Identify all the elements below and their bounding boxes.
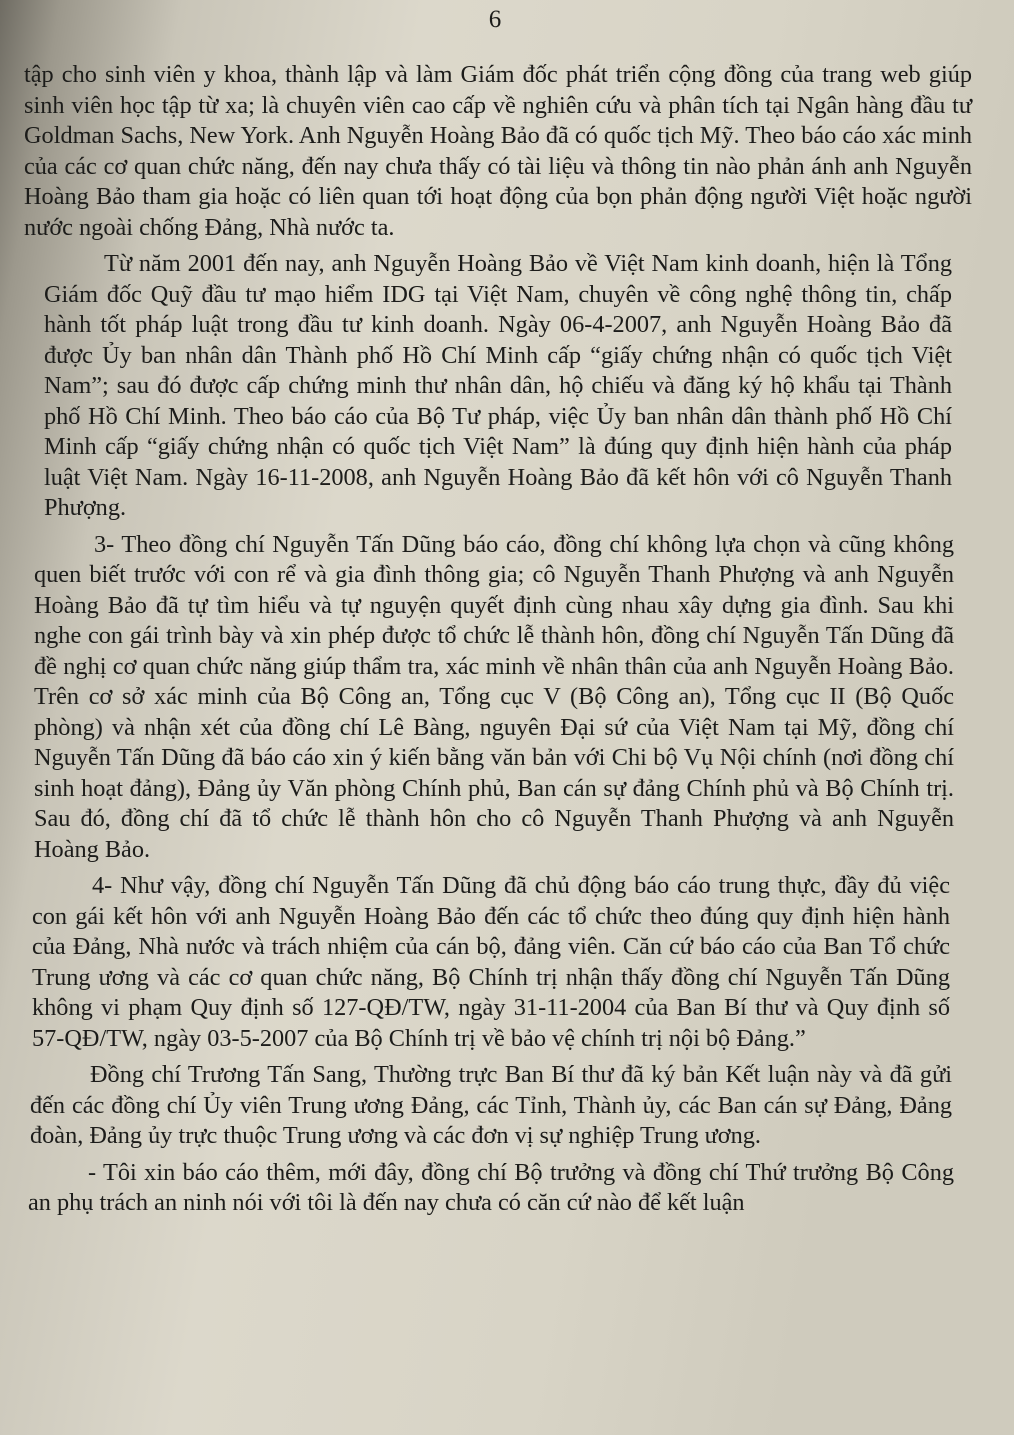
paragraph-business-background: Từ năm 2001 đến nay, anh Nguyễn Hoàng Bảo về Việt Nam kinh doanh, hiện là Tổng Giám đốc Quỹ đầu tư mạo hiểm IDG tại Việt Nam, chuyên về công nghệ thông tin, chấp hành tốt pháp luật trong đầu tư kinh doanh. Ngày 06-4-2007, anh Nguyễn Hoàng Bảo đã được Ủy ban nhân dân Thành phố Hồ Chí Minh cấp “giấy chứng nhận có quốc tịch Việt Nam”; sau đó được cấp chứng minh thư nhân dân, hộ chiếu và đăng ký hộ khẩu tại Thành phố Hồ Chí Minh. Theo báo cáo của Bộ Tư pháp, việc Ủy ban nhân dân thành phố Hồ Chí Minh cấp “giấy chứng nhận có quốc tịch Việt Nam” là đúng quy định hiện hành của pháp luật Việt Nam. Ngày 16-11-2008, anh Nguyễn Hoàng Bảo đã kết hôn với cô Nguyễn Thanh Phượng. <box>44 250 952 521</box>
document-body <box>24 60 974 1219</box>
paragraph-continuation: tập cho sinh viên y khoa, thành lập và làm Giám đốc phát triển cộng đồng của trang web giúp sinh viên học tập từ xa; là chuyên viên cao cấp về nghiên cứu và phân tích tại Ngân hàng đầu tư Goldman Sachs, New York. Anh Nguyễn Hoàng Bảo đã có quốc tịch Mỹ. Theo báo cáo xác minh của các cơ quan chức năng, đến nay chưa thấy có tài liệu và thông tin nào phản ánh anh Nguyễn Hoàng Bảo tham gia hoặc có liên quan tới hoạt động của bọn phản động người Việt hoặc người nước ngoài chống Đảng, Nhà nước ta. <box>24 61 972 241</box>
paragraph-signatory: Đồng chí Trương Tấn Sang, Thường trực Ban Bí thư đã ký bản Kết luận này và đã gửi đến các đồng chí Ủy viên Trung ương Đảng, các Tỉnh, Thành ủy, các Ban cán sự Đảng, Đảng đoàn, Đảng ủy trực thuộc Trung ương và các đơn vị sự nghiệp Trung ương. <box>30 1061 952 1149</box>
paragraph-section-4: 4- Như vậy, đồng chí Nguyễn Tấn Dũng đã chủ động báo cáo trung thực, đầy đủ việc con gái kết hôn với anh Nguyễn Hoàng Bảo đến các tổ chức theo đúng quy định hiện hành của Đảng, Nhà nước và trách nhiệm của cán bộ, đảng viên. Căn cứ báo cáo của Ban Tổ chức Trung ương và các cơ quan chức năng, Bộ Chính trị nhận thấy đồng chí Nguyễn Tấn Dũng không vi phạm Quy định số 127-QĐ/TW, ngày 31-11-2004 của Ban Bí thư và Quy định số 57-QĐ/TW, ngày 03-5-2007 của Bộ Chính trị về bảo vệ chính trị nội bộ Đảng.” <box>32 872 950 1052</box>
paragraph-section-3: 3- Theo đồng chí Nguyễn Tấn Dũng báo cáo, đồng chí không lựa chọn và cũng không quen biết trước với con rể và gia đình thông gia; cô Nguyễn Thanh Phượng và anh Nguyễn Hoàng Bảo đã tự tìm hiểu và tự nguyện quyết định cùng nhau xây dựng gia đình. Sau khi nghe con gái trình bày và xin phép được tổ chức lễ thành hôn, đồng chí Nguyễn Tấn Dũng đã đề nghị cơ quan chức năng giúp thẩm tra, xác minh về nhân thân của anh Nguyễn Hoàng Bảo. Trên cơ sở xác minh của Bộ Công an, Tổng cục V (Bộ Công an), Tổng cục II (Bộ Quốc phòng) và nhận xét của đồng chí Lê Bàng, nguyên Đại sứ của Việt Nam tại Mỹ, đồng chí Nguyễn Tấn Dũng đã báo cáo xin ý kiến bằng văn bản với Chi bộ Vụ Nội chính (nơi đồng chí sinh hoạt đảng), Đảng ủy Văn phòng Chính phủ, Ban cán sự đảng Chính phủ và Bộ Chính trị. Sau đó, đồng chí đã tổ chức lễ thành hôn cho cô Nguyễn Thanh Phượng và anh Nguyễn Hoàng Bảo. <box>34 530 954 863</box>
paragraph-additional-report: - Tôi xin báo cáo thêm, mới đây, đồng chí Bộ trưởng và đồng chí Thứ trưởng Bộ Công an phụ trách an ninh nói với tôi là đến nay chưa có căn cứ nào để kết luận <box>28 1158 954 1216</box>
page-number: 6 <box>488 6 502 33</box>
